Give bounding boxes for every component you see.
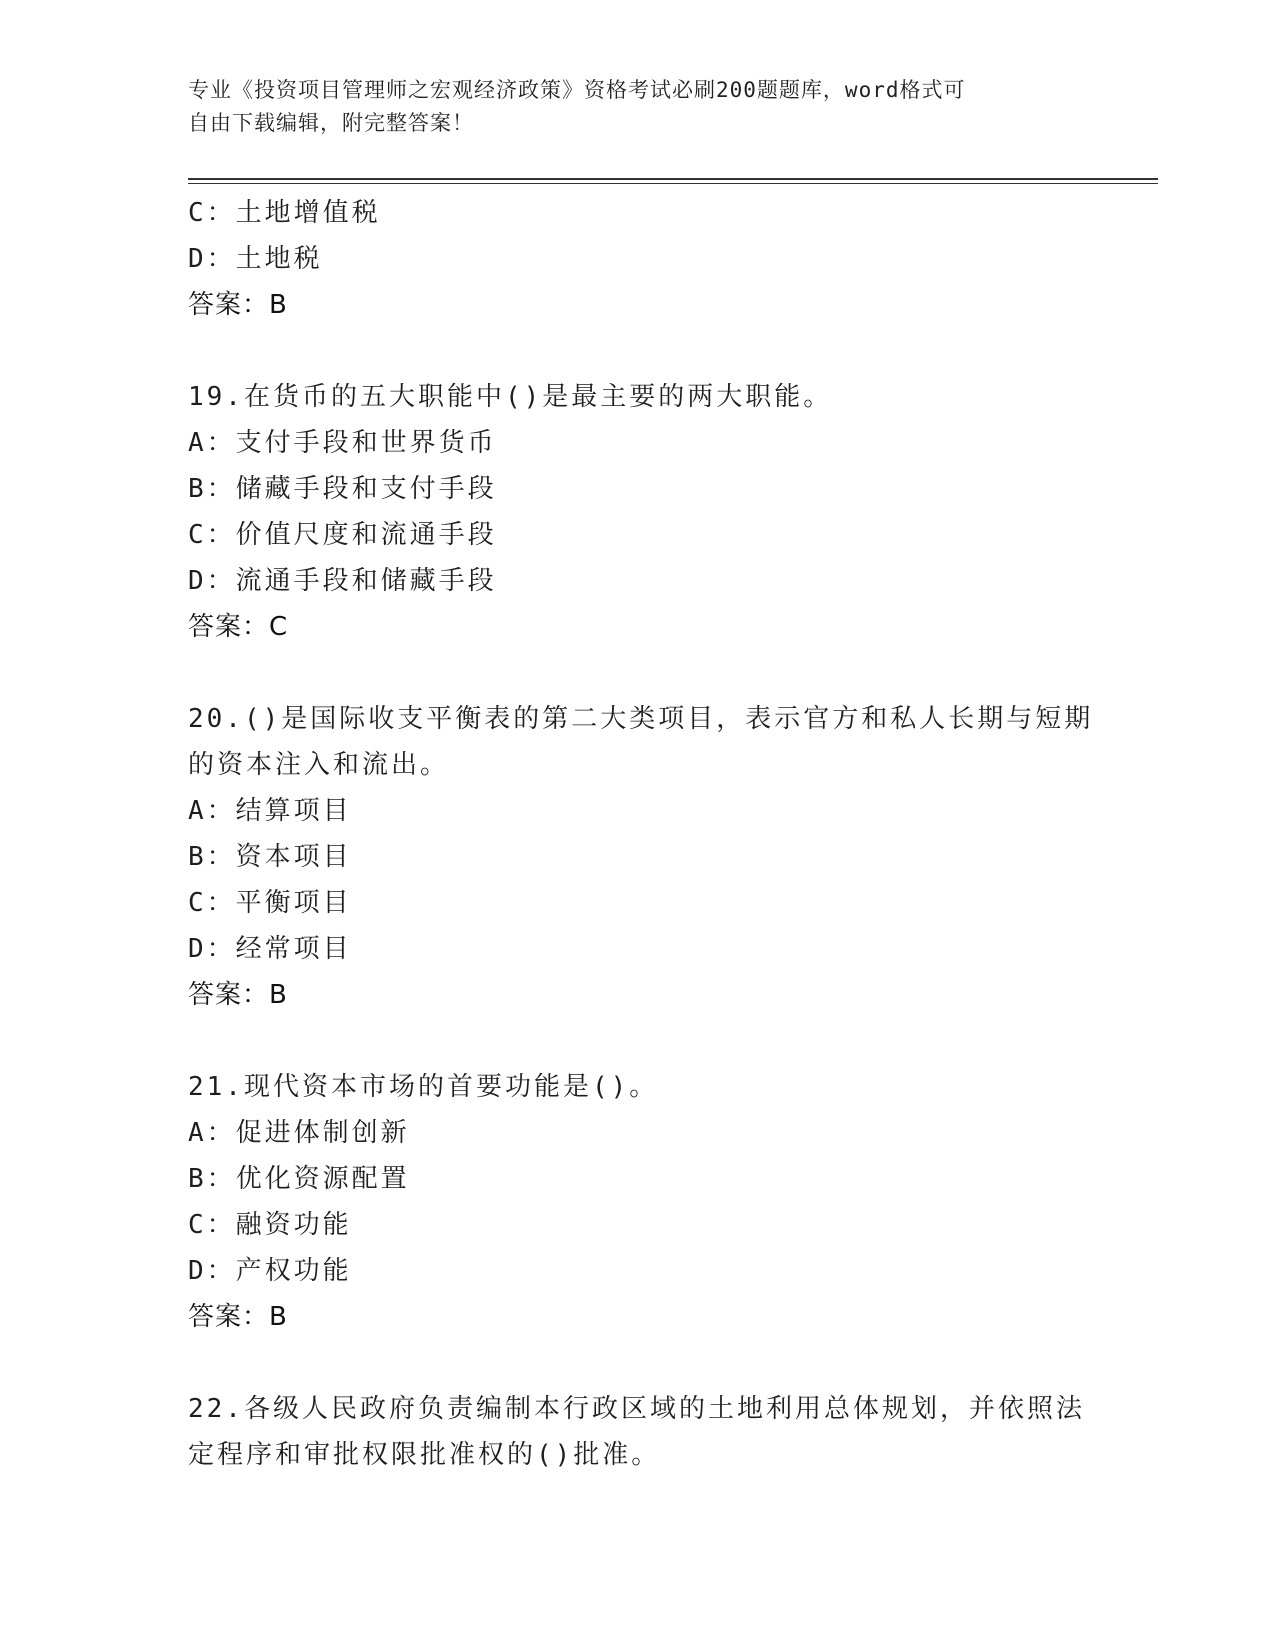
spacer: [188, 328, 1088, 374]
header-divider-thick: [188, 178, 1158, 180]
answer: 答案：B: [188, 290, 288, 320]
answer: 答案：C: [188, 612, 289, 642]
option-c: C：价值尺度和流通手段: [188, 520, 497, 550]
document-header: [188, 74, 1088, 140]
question-20: [188, 696, 1094, 1018]
question-stem: 19.在货币的五大职能中()是最主要的两大职能。: [188, 382, 833, 412]
option-b: B：储藏手段和支付手段: [188, 474, 497, 504]
question-18-tail: [188, 190, 1088, 328]
option-b: B：资本项目: [188, 842, 352, 872]
option-d: D：土地税: [188, 244, 323, 274]
option-b: B：优化资源配置: [188, 1164, 410, 1194]
spacer: [188, 1340, 1088, 1386]
header-title-line-1: 专业《投资项目管理师之宏观经济政策》资格考试必刷200题题库，word格式可: [188, 78, 966, 102]
question-19: [188, 374, 1088, 650]
question-stem: 21.现代资本市场的首要功能是()。: [188, 1072, 659, 1102]
question-list: [188, 190, 1094, 1478]
answer: 答案：B: [188, 1302, 288, 1332]
option-c: C：平衡项目: [188, 888, 352, 918]
option-a: A：促进体制创新: [188, 1118, 410, 1148]
option-d: D：经常项目: [188, 934, 352, 964]
header-title-line-2: 自由下载编辑，附完整答案！: [188, 111, 474, 135]
question-21: [188, 1064, 1088, 1340]
option-c: C：融资功能: [188, 1210, 352, 1240]
question-22: [188, 1386, 1088, 1478]
option-d: D：流通手段和储藏手段: [188, 566, 497, 596]
spacer: [188, 1018, 1088, 1064]
spacer: [188, 650, 1088, 696]
question-stem-line-1: 20.()是国际收支平衡表的第二大类项目，表示官方和私人长期与短期: [188, 704, 1094, 734]
question-stem-line-1: 22.各级人民政府负责编制本行政区域的土地利用总体规划，并依照法: [188, 1394, 1085, 1424]
option-a: A：支付手段和世界货币: [188, 428, 497, 458]
option-c: C：土地增值税: [188, 198, 381, 228]
header-divider-thin: [188, 183, 1158, 184]
option-a: A：结算项目: [188, 796, 352, 826]
question-stem-line-2: 定程序和审批权限批准权的()批准。: [188, 1440, 661, 1470]
question-stem-line-2: 的资本注入和流出。: [188, 750, 450, 780]
option-d: D：产权功能: [188, 1256, 352, 1286]
answer: 答案：B: [188, 980, 288, 1010]
